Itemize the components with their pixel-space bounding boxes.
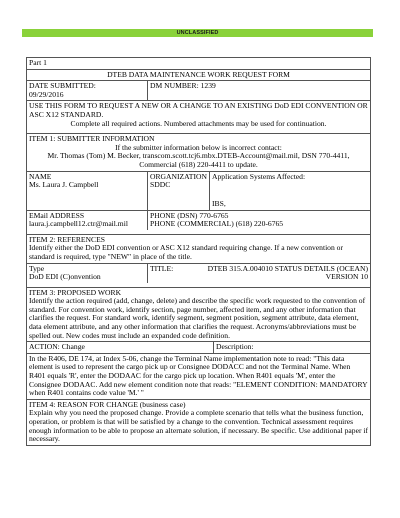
item2-box xyxy=(26,234,371,263)
email-label: EMail ADDRESS xyxy=(29,210,85,220)
contact-row xyxy=(26,210,371,230)
instructions-line2: Complete all required actions. Numbered attachments may be used for continuation. xyxy=(70,118,327,128)
item2-heading: ITEM 2: REFERENCES xyxy=(29,234,105,244)
item3-heading: ITEM 3: PROPOSED WORK xyxy=(29,287,122,297)
phone-commercial: PHONE (COMMERCIAL) (618) 220-6765 xyxy=(150,219,284,229)
type-value: DoD EDI (C)onvention xyxy=(29,272,101,282)
work-request-form xyxy=(26,57,371,446)
email-value: laura.j.campbell12.ctr@mail.mil xyxy=(29,219,128,229)
phone-dsn: PHONE (DSN) 770-6765 xyxy=(150,210,229,220)
item4-heading: ITEM 4: REASON FOR CHANGE (business case) xyxy=(29,399,186,409)
apps-label: Application Systems Affected: xyxy=(212,171,306,181)
org-value: SDDC xyxy=(150,180,171,190)
date-submitted-label: DATE SUBMITTED: xyxy=(29,81,96,91)
apps-cell xyxy=(209,172,370,210)
title-value: DTEB 315.A.004010 STATUS DETAILS (OCEAN) VERSION 10 xyxy=(207,263,368,282)
name-label: NAME xyxy=(29,171,52,181)
dm-number: DM NUMBER: 1239 xyxy=(147,81,370,100)
name-cell xyxy=(27,172,147,210)
email-cell xyxy=(27,211,147,230)
item1-contact: Mr. Thomas (Tom) M. Becker, transcom.scott.tcj6.mbx.DTEB-Account@mail.mil, DSN 770-4411, Commercial (618) 220-4411 to update. xyxy=(47,151,350,169)
item1-header xyxy=(26,133,371,170)
item3-text: Identify the action required (add, change, delete) and describe the specific work requested to the convention of standard. For convention work, identify section, page number, affected item, and any other information that clarifies the request. For standard work, identify segment, segment position, segment attribute, data element, data element attribute, and any other information that clarifies the request. Acronyms/abbreviations must be spelled out. New codes must include an expanded code definition. xyxy=(29,296,366,340)
item1-heading: ITEM 1: SUBMITTER INFORMATION xyxy=(29,134,155,144)
description-text: In the R406, DE 174, at Index 5-06, change the Terminal Name implementation note to read: "This data element is used to represent the cargo pick up or Consignee DODACC and not the Terminal Name. When R401 equals 'R', enter the DODAAC for the cargo pick up location. When R401 equals 'M', enter the Consignee DODAAC. Add new element condition note that reads: "ELEMENT CONDITION: MANDATORY when R401 contains code value 'M.' " xyxy=(29,353,368,398)
action-row xyxy=(26,341,371,353)
type-cell xyxy=(27,264,147,283)
description-box xyxy=(26,353,371,399)
name-org-row xyxy=(26,171,371,210)
title-cell xyxy=(147,264,370,283)
action-label: ACTION: Change xyxy=(29,342,85,352)
name-value: Ms. Laura J. Campbell xyxy=(29,180,99,190)
classification-banner xyxy=(22,29,373,37)
item4-text: Explain why you need the proposed change. Provide a complete scenario that tells what the business function, operation, or problem is that will be satisfied by a change to the convention. Technical assessment requires enough information to be able to propose an alternate solution, if necessary. Be specific. Use additional paper if necessary. xyxy=(29,408,369,444)
date-submitted-value: 09/29/2016 xyxy=(29,89,64,99)
reference-row xyxy=(26,263,371,283)
item3-box xyxy=(26,287,371,342)
date-submitted-cell xyxy=(27,81,147,100)
instructions-box xyxy=(26,100,371,129)
phone-cell xyxy=(147,211,370,230)
type-label: Type xyxy=(29,263,45,273)
date-dm-row xyxy=(26,80,371,100)
apps-value: IBS, xyxy=(212,198,226,208)
description-label: Description: xyxy=(213,342,370,353)
instructions-line1: USE THIS FORM TO REQUEST A NEW OR A CHANGE TO AN EXISTING DoD EDI CONVENTION OR ASC X12 STANDARD. xyxy=(29,101,368,119)
form-title: DTEB DATA MAINTENANCE WORK REQUEST FORM xyxy=(26,69,371,81)
org-label: ORGANIZATION xyxy=(150,171,207,181)
item2-text: Identify either the DoD EDI convention or ASC X12 standard requiring change. If a new convention or standard is required, type "NEW" in place of the title. xyxy=(29,243,343,261)
item4-box xyxy=(26,399,371,446)
part-label: Part 1 xyxy=(26,57,371,69)
classification-label: UNCLASSIFIED xyxy=(176,30,219,36)
item1-note: If the submitter information below is incorrect contact: xyxy=(115,142,282,152)
title-label: TITLE: xyxy=(150,263,174,273)
org-cell xyxy=(147,172,209,210)
